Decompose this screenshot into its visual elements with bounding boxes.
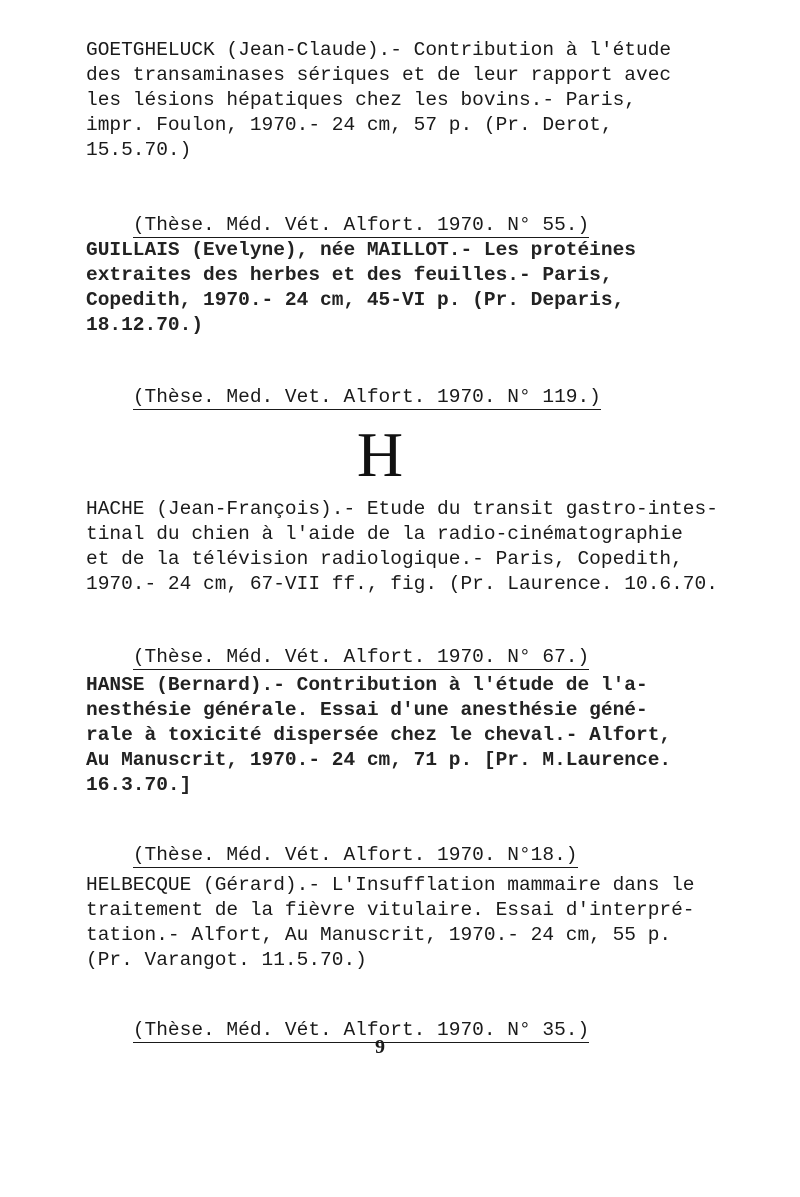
- bibliography-entry-helbecque: [86, 873, 746, 973]
- page-number: 9: [375, 1036, 385, 1058]
- entry-line: rale à toxicité dispersée chez le cheval.- Alfort,: [86, 724, 672, 746]
- entry-line: traitement de la fièvre vitulaire. Essai d'interpré-: [86, 899, 695, 921]
- entry-line: les lésions hépatiques chez les bovins.- Paris,: [86, 89, 636, 111]
- thesis-text: (Thèse. Méd. Vét. Alfort. 1970. N° 55.): [132, 214, 590, 236]
- entry-line: GUILLAIS (Evelyne), née MAILLOT.- Les protéines: [86, 239, 636, 261]
- bibliography-entry-hache: [86, 497, 746, 597]
- entry-line: et de la télévision radiologique.- Paris, Copedith,: [86, 548, 683, 570]
- entry-line: impr. Foulon, 1970.- 24 cm, 57 p. (Pr. Derot,: [86, 114, 613, 136]
- entry-line: 15.5.70.): [86, 139, 192, 161]
- entry-line: extraites des herbes et des feuilles.- Paris,: [86, 264, 613, 286]
- thesis-text: (Thèse. Méd. Vét. Alfort. 1970. N° 35.): [132, 1019, 590, 1041]
- entry-line: GOETGHELUCK (Jean-Claude).- Contribution à l'étude: [86, 39, 672, 61]
- entry-line: Au Manuscrit, 1970.- 24 cm, 71 p. [Pr. M.Laurence.: [86, 749, 672, 771]
- entry-line: HANSE (Bernard).- Contribution à l'étude de l'a-: [86, 674, 648, 696]
- thesis-reference: [86, 993, 589, 1068]
- thesis-text: (Thèse. Med. Vet. Alfort. 1970. N° 119.): [132, 386, 601, 408]
- bibliography-entry-goetgheluck: [86, 38, 746, 163]
- section-letter: H: [356, 419, 404, 490]
- bibliography-entry-guillais: [86, 238, 746, 338]
- entry-line: tinal du chien à l'aide de la radio-cinématographie: [86, 523, 683, 545]
- entry-line: 1970.- 24 cm, 67-VII ff., fig. (Pr. Laurence. 10.6.70.: [86, 573, 718, 595]
- entry-line: 18.12.70.): [86, 314, 204, 336]
- entry-line: nesthésie générale. Essai d'une anesthésie géné-: [86, 699, 648, 721]
- entry-line: HACHE (Jean-François).- Etude du transit gastro-intes-: [86, 498, 718, 520]
- thesis-reference: [86, 360, 601, 435]
- thesis-text: (Thèse. Méd. Vét. Alfort. 1970. N° 67.): [132, 646, 590, 668]
- thesis-text: (Thèse. Méd. Vét. Alfort. 1970. N°18.): [132, 844, 578, 866]
- entry-line: 16.3.70.]: [86, 774, 192, 796]
- entry-line: Copedith, 1970.- 24 cm, 45-VI p. (Pr. Deparis,: [86, 289, 625, 311]
- entry-line: HELBECQUE (Gérard).- L'Insufflation mammaire dans le: [86, 874, 695, 896]
- entry-line: des transaminases sériques et de leur rapport avec: [86, 64, 672, 86]
- entry-line: (Pr. Varangot. 11.5.70.): [86, 949, 367, 971]
- entry-line: tation.- Alfort, Au Manuscrit, 1970.- 24 cm, 55 p.: [86, 924, 672, 946]
- bibliography-entry-hanse: [86, 673, 746, 798]
